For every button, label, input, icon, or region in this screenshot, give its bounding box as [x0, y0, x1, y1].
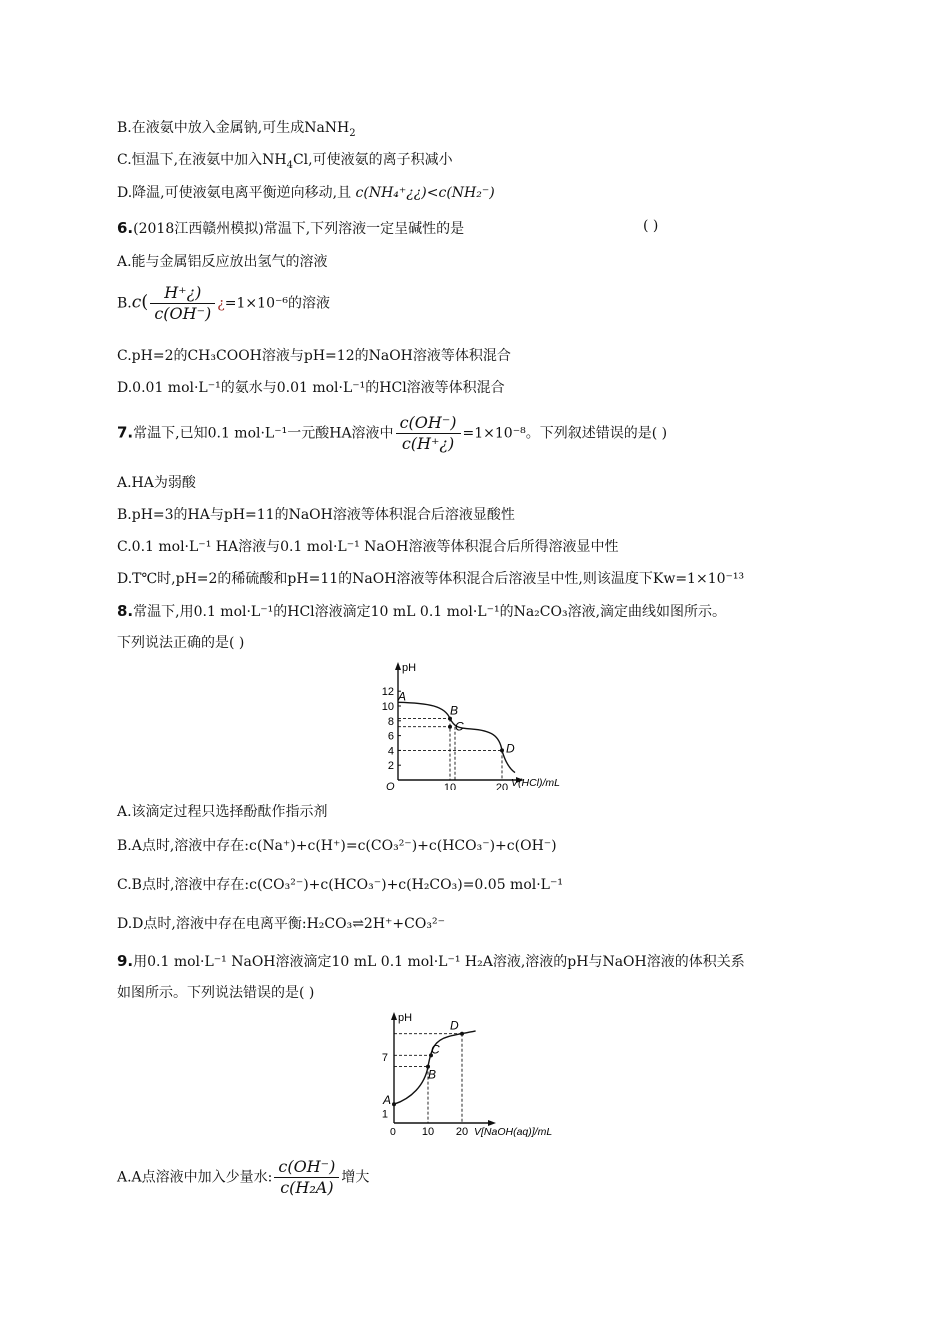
q8-stem-text: 常温下,用0.1 mol·L⁻¹的HCl溶液滴定10 mL 0.1 mol·L⁻¹的Na₂CO₃溶液,滴定曲线如图所示。	[133, 604, 727, 620]
q7-option-c: C.0.1 mol·L⁻¹ HA溶液与0.1 mol·L⁻¹ NaOH溶液等体积混合后所得溶液显中性	[117, 539, 619, 555]
q6-answer-paren: ( )	[643, 218, 659, 234]
chart1-ytick-label: 10	[381, 701, 394, 713]
q7-frac-numerator: c(OH⁻)	[396, 413, 461, 434]
q8-option-c: C.B点时,溶液中存在:c(CO₃²⁻)+c(HCO₃⁻)+c(H₂CO₃)=0.05 mol·L⁻¹	[117, 877, 563, 893]
q6-frac-denominator: c(OH⁻)	[154, 304, 212, 323]
chart1-point-label: A	[398, 689, 407, 704]
q5-option-b-sub: 2	[349, 127, 356, 139]
q8-stem	[117, 601, 726, 622]
q7-frac-denominator: c(H⁺¿)	[401, 434, 455, 453]
chart1-point-label: B	[450, 703, 459, 718]
q9-option-a	[117, 1157, 369, 1198]
chart1-xtick-label: 10	[443, 782, 457, 790]
q7-fraction	[396, 413, 461, 454]
chart2-xlabel: V[NaOH(aq)]/mL	[474, 1126, 553, 1138]
chart2-xtick-label: 10	[421, 1126, 435, 1138]
q5-option-c-text-b: Cl,可使液氨的离子积减小	[292, 152, 453, 168]
q6-number: 6.	[117, 219, 134, 237]
chart2-point-A	[392, 1102, 396, 1106]
chart1-ytick-label: 2	[387, 760, 394, 773]
q9-option-a-prefix: A.A点溶液中加入少量水:	[117, 1169, 273, 1186]
q7-stem-text-a: 常温下,已知0.1 mol·L⁻¹一元酸HA溶液中	[133, 425, 394, 442]
q7-option-b: B.pH=3的HA与pH=11的NaOH溶液等体积混合后溶液显酸性	[117, 507, 515, 523]
q9-stem	[117, 951, 745, 972]
chart2-origin: 0	[390, 1126, 396, 1138]
q9-stem-2: 如图所示。下列说法错误的是( )	[117, 985, 315, 1001]
chart1-ytick-label: 8	[387, 715, 394, 728]
q6-option-b-fraction	[150, 283, 215, 324]
chart1-point-C	[448, 725, 452, 729]
q9-number: 9.	[117, 952, 134, 970]
chart2-point-label: D	[450, 1018, 459, 1033]
q6-option-b-suffix: =1×10⁻⁶的溶液	[224, 295, 330, 312]
q8-option-d: D.D点时,溶液中存在电离平衡:H₂CO₃⇌2H⁺+CO₃²⁻	[117, 916, 445, 932]
chart2-point-label: B	[428, 1067, 437, 1082]
q6-option-b: B.c( $\frac{H^+¿)}{c(OH^-)}$ ¿=1×10⁻⁶的溶液	[117, 283, 330, 323]
chart1-ylabel: pH	[402, 662, 417, 674]
chart1-point-D	[500, 748, 504, 752]
q9-option-a-suffix: 增大	[341, 1169, 370, 1186]
q7-option-d: D.T℃时,pH=2的稀硫酸和pH=11的NaOH溶液等体积混合后溶液呈中性,则该温度下Kw=1×10⁻¹³	[117, 571, 745, 587]
chart2-y-arrow	[391, 1012, 397, 1020]
chart2-xtick-label: 20	[455, 1126, 469, 1138]
q8-titration-chart	[378, 660, 578, 790]
q5-option-b-text: B.在液氨中放入金属钠,可生成NaNH	[117, 120, 350, 136]
chart1-origin: O	[386, 781, 395, 790]
q9-frac-denominator: c(H₂A)	[280, 1178, 334, 1197]
chart2-ytick-label: 1	[381, 1108, 388, 1121]
chart1-point-label: D	[506, 741, 515, 756]
q5-option-c-sub: 4	[286, 159, 293, 171]
q7-stem-text-b: =1×10⁻⁸。下列叙述错误的是( )	[462, 425, 668, 442]
chart1-point-label: C	[455, 719, 464, 734]
chart1-xlabel: V(HCl)/mL	[511, 777, 560, 789]
q5-option-d-expr: c(NH₄⁺¿¿)<c(NH₂⁻)	[355, 185, 495, 201]
q5-option-d-text: D.降温,可使液氨电离平衡逆向移动,且	[117, 185, 352, 201]
q9-stem-text: 用0.1 mol·L⁻¹ NaOH溶液滴定10 mL 0.1 mol·L⁻¹ H₂A溶液,溶液的pH与NaOH溶液的体积关系	[133, 954, 745, 970]
q9-titration-chart	[372, 1010, 582, 1140]
chart2-point-D	[460, 1032, 464, 1036]
chart2-ylabel: pH	[398, 1012, 413, 1024]
chart2-ytick-label: 7	[381, 1052, 388, 1065]
q5-option-d	[117, 183, 495, 203]
q8-stem-2: 下列说法正确的是( )	[117, 635, 245, 651]
q6-option-b-prefix: B.	[117, 295, 132, 312]
q6-option-c: C.pH=2的CH₃COOH溶液与pH=12的NaOH溶液等体积混合	[117, 348, 511, 364]
q6-option-a: A.能与金属铝反应放出氢气的溶液	[117, 254, 328, 270]
q7-number: 7.	[117, 423, 134, 442]
q7-option-a: A.HA为弱酸	[117, 475, 196, 491]
q8-number: 8.	[117, 602, 134, 620]
chart1-ytick-label: 4	[387, 745, 394, 758]
q5-option-c	[117, 150, 453, 176]
chart2-point-label: C	[431, 1042, 440, 1057]
q9-frac-numerator: c(OH⁻)	[274, 1157, 339, 1178]
q6-stem-text: (2018江西赣州模拟)常温下,下列溶液一定呈碱性的是	[133, 221, 465, 237]
q8-option-b: B.A点时,溶液中存在:c(Na⁺)+c(H⁺)=c(CO₃²⁻)+c(HCO₃⁻)+c(OH⁻)	[117, 838, 557, 854]
chart1-y-arrow	[395, 662, 401, 670]
q9-option-a-fraction	[274, 1157, 339, 1198]
chart1-ytick-label: 12	[381, 686, 394, 699]
chart1-xtick-label: 20	[495, 782, 509, 790]
q5-option-c-text-a: C.恒温下,在液氨中加入NH	[117, 152, 287, 168]
q6-stem	[117, 218, 464, 239]
q8-option-a: A.该滴定过程只选择酚酞作指示剂	[117, 804, 328, 820]
chart2-point-label: A	[383, 1093, 392, 1108]
chart1-ytick-label: 6	[387, 730, 394, 743]
q6-frac-numerator: H⁺¿)	[150, 283, 215, 304]
q6-option-d: D.0.01 mol·L⁻¹的氨水与0.01 mol·L⁻¹的HCl溶液等体积混合	[117, 380, 505, 396]
q5-option-b	[117, 118, 356, 144]
q7-stem	[117, 413, 667, 454]
